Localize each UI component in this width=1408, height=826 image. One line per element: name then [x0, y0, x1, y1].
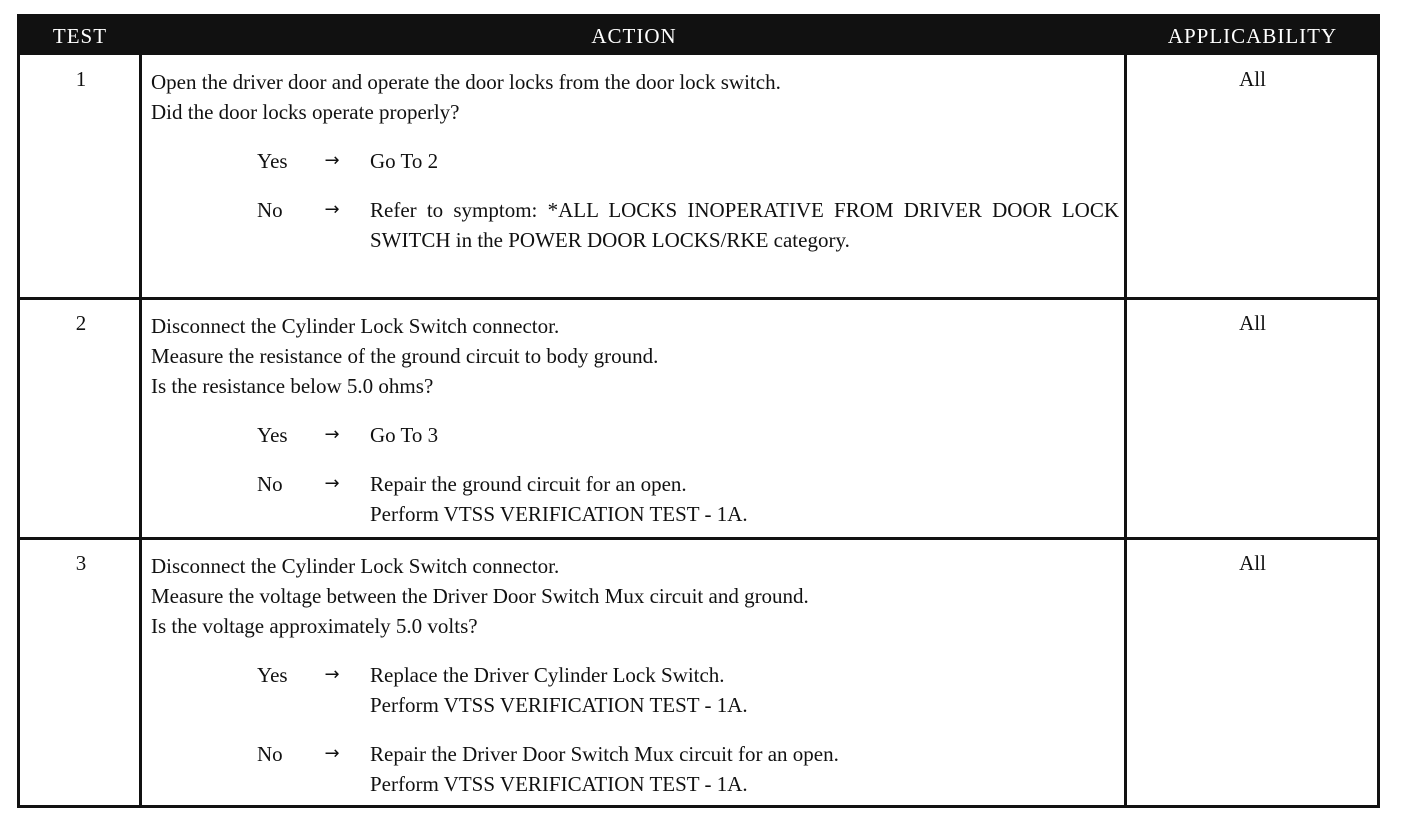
- header-applicability: APPLICABILITY: [1167, 24, 1338, 48]
- question-line: Open the driver door and operate the door locks from the door lock switch.: [151, 70, 781, 94]
- applicability-value: All: [1239, 67, 1266, 91]
- outcome-yes: [151, 146, 1119, 176]
- question-line: Measure the voltage between the Driver Door Switch Mux circuit and ground.: [151, 584, 809, 608]
- action-cell: [151, 67, 1119, 255]
- right-arrow-icon: →: [324, 424, 340, 445]
- outcome-yes-text: [370, 420, 1119, 450]
- test-row-2: [20, 297, 1377, 537]
- outcome-yes-label: Yes: [257, 423, 288, 447]
- question-line: Did the door locks operate properly?: [151, 100, 460, 124]
- right-arrow-icon: →: [324, 743, 340, 764]
- outcome-line: Go To 2: [370, 149, 439, 173]
- outcome-no: [151, 739, 1119, 799]
- outcome-no-text: [370, 469, 1119, 529]
- applicability-value: All: [1239, 551, 1266, 575]
- right-arrow-icon: →: [324, 199, 340, 220]
- outcome-line: Repair the ground circuit for an open.: [370, 472, 687, 496]
- outcome-line: Go To 3: [370, 423, 439, 447]
- action-cell: [151, 551, 1119, 799]
- applicability-value: All: [1239, 311, 1266, 335]
- right-arrow-icon: →: [324, 150, 340, 171]
- test-number: 2: [75, 311, 87, 335]
- outcome-no-text: [370, 739, 1119, 799]
- question-line: Is the voltage approximately 5.0 volts?: [151, 614, 478, 638]
- outcome-yes-text: [370, 660, 1119, 720]
- outcome-no-label: No: [257, 742, 283, 766]
- action-cell: [151, 311, 1119, 529]
- outcome-yes-label: Yes: [257, 663, 288, 687]
- question-line: Disconnect the Cylinder Lock Switch connector.: [151, 554, 560, 578]
- right-arrow-icon: →: [324, 664, 340, 685]
- header-test: TEST: [52, 24, 108, 48]
- test-row-1: [20, 55, 1377, 297]
- question-line: Is the resistance below 5.0 ohms?: [151, 374, 434, 398]
- test-number: 3: [75, 551, 87, 575]
- outcome-no: [151, 195, 1119, 255]
- outcome-yes: [151, 420, 1119, 450]
- outcome-yes: [151, 660, 1119, 720]
- outcome-yes-text: [370, 146, 1119, 176]
- question-line: Disconnect the Cylinder Lock Switch connector.: [151, 314, 560, 338]
- question-line: Measure the resistance of the ground circuit to body ground.: [151, 344, 659, 368]
- test-number: 1: [75, 67, 87, 91]
- outcome-no: [151, 469, 1119, 529]
- outcome-line: Refer to symptom: *ALL LOCKS INOPERATIVE FROM DRIVER DOOR LOCK SWITCH in the POWER DOOR LOCKS/RKE category.: [370, 198, 1119, 252]
- outcome-no-label: No: [257, 472, 283, 496]
- outcome-line: Repair the Driver Door Switch Mux circuit for an open.: [370, 742, 839, 766]
- outcome-no-label: No: [257, 198, 283, 222]
- table-header-row: [20, 17, 1377, 55]
- diagnostic-test-table: [17, 14, 1380, 808]
- header-action: ACTION: [591, 24, 677, 48]
- outcome-yes-label: Yes: [257, 149, 288, 173]
- test-row-3: [20, 537, 1377, 808]
- outcome-line: Replace the Driver Cylinder Lock Switch.: [370, 663, 725, 687]
- outcome-line: Perform VTSS VERIFICATION TEST - 1A.: [370, 772, 748, 796]
- right-arrow-icon: →: [324, 473, 340, 494]
- outcome-line: Perform VTSS VERIFICATION TEST - 1A.: [370, 502, 748, 526]
- outcome-no-text: [370, 195, 1119, 255]
- outcome-line: Perform VTSS VERIFICATION TEST - 1A.: [370, 693, 748, 717]
